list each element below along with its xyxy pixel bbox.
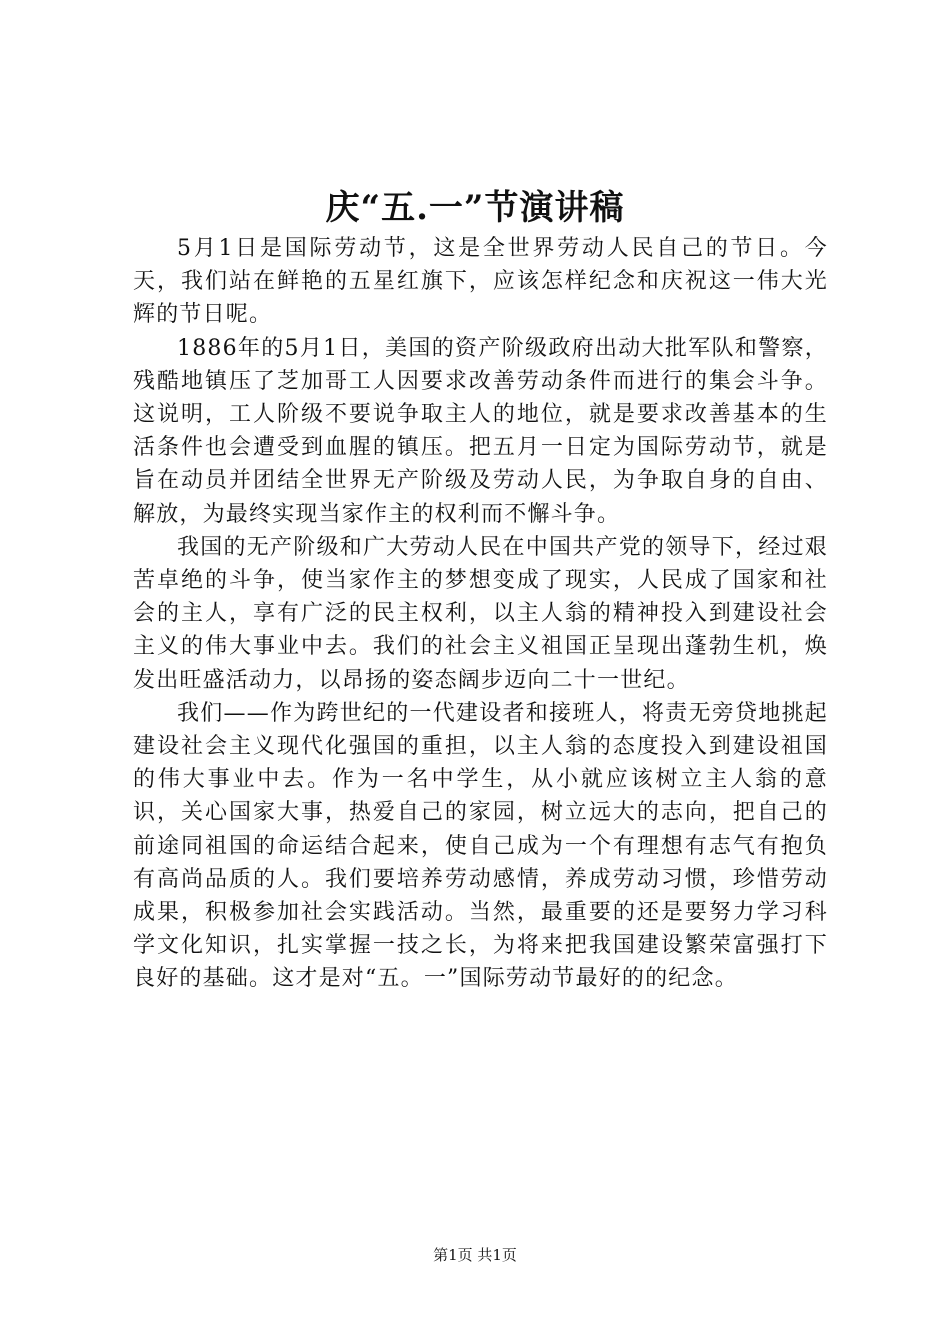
paragraph-4: 我们——作为跨世纪的一代建设者和接班人，将责无旁贷地挑起建设社会主义现代化强国的重担，以主人翁的态度投入到建设祖国的伟大事业中去。作为一名中学生，从小就应该树立主人翁的意识，关心国家大事，热爱自己的家园，树立远大的志向，把自己的前途同祖国的命运结合起来，使自己成为一个有理想有志气有抱负有高尚品质的人。我们要培养劳动感情，养成劳动习惯，珍惜劳动成果，积极参加社会实践活动。当然，最重要的还是要努力学习科学文化知识，扎实掌握一技之长，为将来把我国建设繁荣富强打下良好的基础。这才是对“五。一”国际劳动节最好的的纪念。 — [133, 700, 828, 992]
page-footer: 第1页 共1页 — [433, 1246, 517, 1264]
document-title: 庆“五.一”节演讲稿 — [325, 188, 625, 228]
paragraph-2: 1886年的5月1日，美国的资产阶级政府出动大批军队和警察，残酷地镇压了芝加哥工人因要求改善劳动条件而进行的集会斗争。这说明，工人阶级不要说争取主人的地位，就是要求改善基本的生活条件也会遭受到血腥的镇压。把五月一日定为国际劳动节，就是旨在动员并团结全世界无产阶级及劳动人民，为争取自身的自由、解放，为最终实现当家作主的权利而不懈斗争。 — [133, 335, 828, 527]
document-body — [133, 232, 828, 996]
paragraph-1: 5月1日是国际劳动节，这是全世界劳动人民自己的节日。今天，我们站在鲜艳的五星红旗下，应该怎样纪念和庆祝这一伟大光辉的节日呢。 — [133, 236, 828, 328]
paragraph-3: 我国的无产阶级和广大劳动人民在中国共产党的领导下，经过艰苦卓绝的斗争，使当家作主的梦想变成了现实，人民成了国家和社会的主人，享有广泛的民主权利，以主人翁的精神投入到建设社会主义的伟大事业中去。我们的社会主义祖国正呈现出蓬勃生机，焕发出旺盛活动力，以昂扬的姿态阔步迈向二十一世纪。 — [133, 534, 828, 693]
